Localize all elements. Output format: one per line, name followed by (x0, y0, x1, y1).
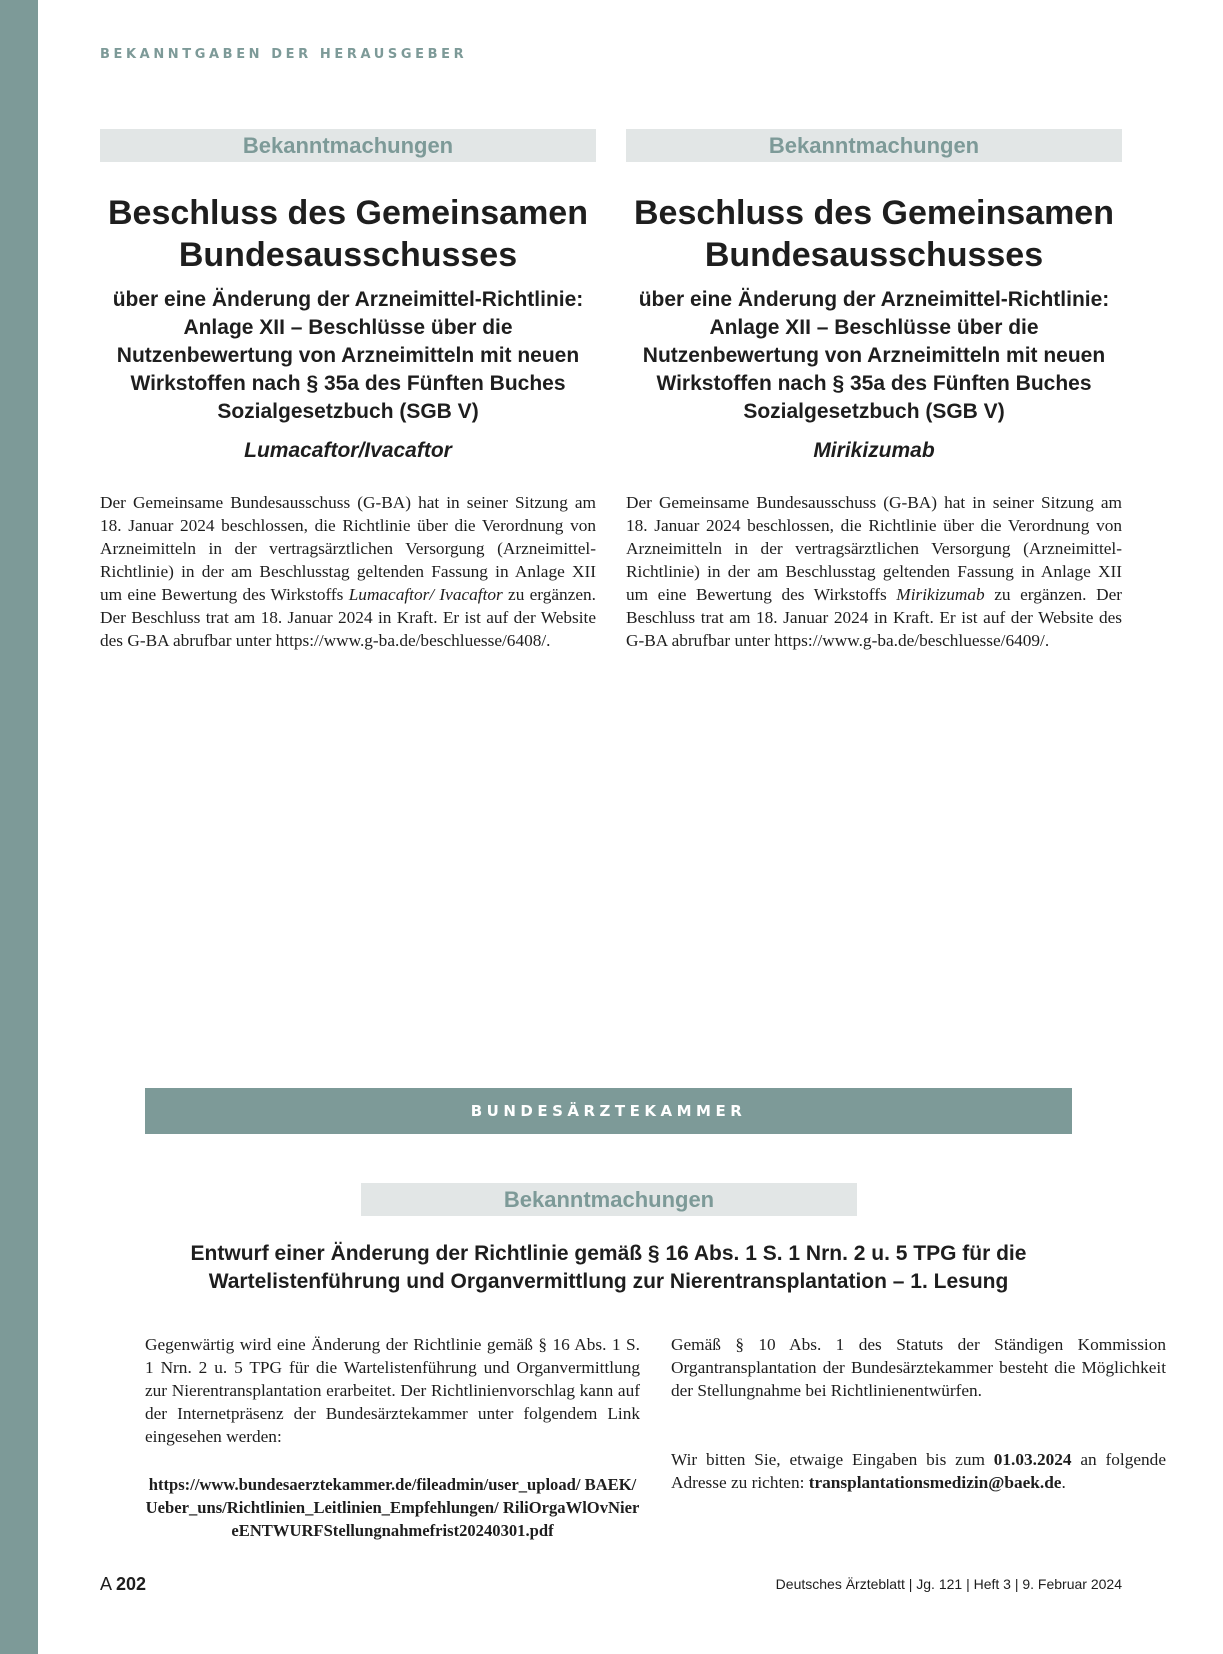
body-text: zu ergänzen. Der Beschluss trat am 18. Januar 2024 in Kraft. Er ist auf der Website des G-BA abrufbar unter https://www.g-ba.de/beschluesse/6409/. (626, 585, 1122, 650)
announcement-drug-name: Lumacaftor/Ivacaftor (244, 439, 452, 462)
baek-column-right (671, 1333, 1166, 1494)
body-text: zu ergänzen. Der Beschluss trat am 18. Januar 2024 in Kraft. Er ist auf der Website des G-BA abrufbar unter https://www.g-ba.de/beschluesse/6408/. (100, 585, 596, 650)
baek-announcement-title: Entwurf einer Änderung der Richtlinie gemäß § 16 Abs. 1 S. 1 Nrn. 2 u. 5 TPG für die Wartelistenführung und Organvermittlung zur Nierentransplantation – 1. Lesung (190, 1242, 1027, 1293)
section-label: BEKANNTGABEN DER HERAUSGEBER (100, 47, 468, 62)
contact-email-link[interactable]: transplantationsmedizin@baek.de (808, 1473, 1062, 1492)
baek-statute-text: Gemäß § 10 Abs. 1 des Statuts der Ständigen Kommission Organtransplantation der Bundesärztekammer besteht die Möglichkeit der Stellungnahme bei Richtlinienentwürfen. (671, 1335, 1166, 1400)
body-text: an folgende Adresse zu richten: (671, 1450, 1166, 1492)
bundesaerztekammer-section-bar: BUNDESÄRZTEKAMMER (145, 1088, 1072, 1134)
body-drug-name: Lumacaftor/ Ivacaftor (348, 585, 503, 604)
announcement-body (626, 491, 1122, 652)
announcement-tag: Bekanntmachungen (100, 129, 596, 162)
baek-document-link[interactable]: https://www.bundesaerztekammer.de/fileadmin/user_upload/ BAEK/Ueber_uns/Richtlinien_Leitlinien_Empfehlungen/ RiliOrgaWlOvNiereENTWURFStellungnahmefrist20240301.pdf (145, 1475, 640, 1540)
journal-citation: Deutsches Ärzteblatt | Jg. 121 | Heft 3 | 9. Februar 2024 (775, 1576, 1122, 1592)
page-number-value: 202 (116, 1574, 147, 1594)
announcement-body (100, 491, 596, 652)
deadline-date: 01.03.2024 (993, 1450, 1072, 1469)
announcement-tag: Bekanntmachungen (626, 129, 1122, 162)
body-text: Der Gemeinsame Bundesausschuss (G-BA) hat in seiner Sitzung am 18. Januar 2024 beschlossen, die Richtlinie über die Verordnung von Arzneimitteln in der vertragsärztlichen Versorgung (Arzneimittel-Richtlinie) in der am Beschlusstag geltenden Fassung in Anlage XII um eine Bewertung des Wirkstoffs (626, 493, 1122, 604)
announcement-title: Beschluss des Gemeinsamen Bundesausschusses (107, 194, 588, 274)
body-text: Der Gemeinsame Bundesausschuss (G-BA) hat in seiner Sitzung am 18. Januar 2024 beschlossen, die Richtlinie über die Verordnung von Arzneimitteln in der vertragsärztlichen Versorgung (Arzneimittel-Richtlinie) in der am Beschlusstag geltenden Fassung in Anlage XII um eine Bewertung des Wirkstoffs (100, 493, 596, 604)
announcement-title: Beschluss des Gemeinsamen Bundesausschusses (633, 194, 1114, 274)
side-accent-bar (0, 0, 38, 1654)
announcement-drug-name: Mirikizumab (813, 439, 935, 462)
baek-submission-text (671, 1448, 1166, 1494)
baek-announcement-tag: Bekanntmachungen (361, 1183, 857, 1216)
announcement-column-right (626, 129, 1122, 652)
body-text: . (1061, 1473, 1066, 1492)
announcement-column-left (100, 129, 596, 652)
page-number (100, 1574, 146, 1595)
body-drug-name: Mirikizumab (896, 585, 985, 604)
page-prefix: A (100, 1574, 112, 1594)
announcement-subtitle: über eine Änderung der Arzneimittel-Richtlinie: Anlage XII – Beschlüsse über die Nutzenbewertung von Arzneimitteln mit neuen Wirkstoffen nach § 35a des Fünften Buches Sozialgesetzbuch (SGB V) (112, 288, 584, 423)
baek-intro-text: Gegenwärtig wird eine Änderung der Richtlinie gemäß § 16 Abs. 1 S. 1 Nrn. 2 u. 5 TPG für die Wartelistenführung und Organvermittlung zur Nierentransplantation erarbeitet. Der Richtlinienvorschlag kann auf der Internetpräsenz der Bundesärztekammer unter folgendem Link eingesehen werden: (145, 1335, 640, 1446)
announcement-subtitle: über eine Änderung der Arzneimittel-Richtlinie: Anlage XII – Beschlüsse über die Nutzenbewertung von Arzneimitteln mit neuen Wirkstoffen nach § 35a des Fünften Buches Sozialgesetzbuch (SGB V) (638, 288, 1110, 423)
body-text: Wir bitten Sie, etwaige Eingaben bis zum (671, 1450, 994, 1469)
baek-column-left (145, 1333, 640, 1542)
